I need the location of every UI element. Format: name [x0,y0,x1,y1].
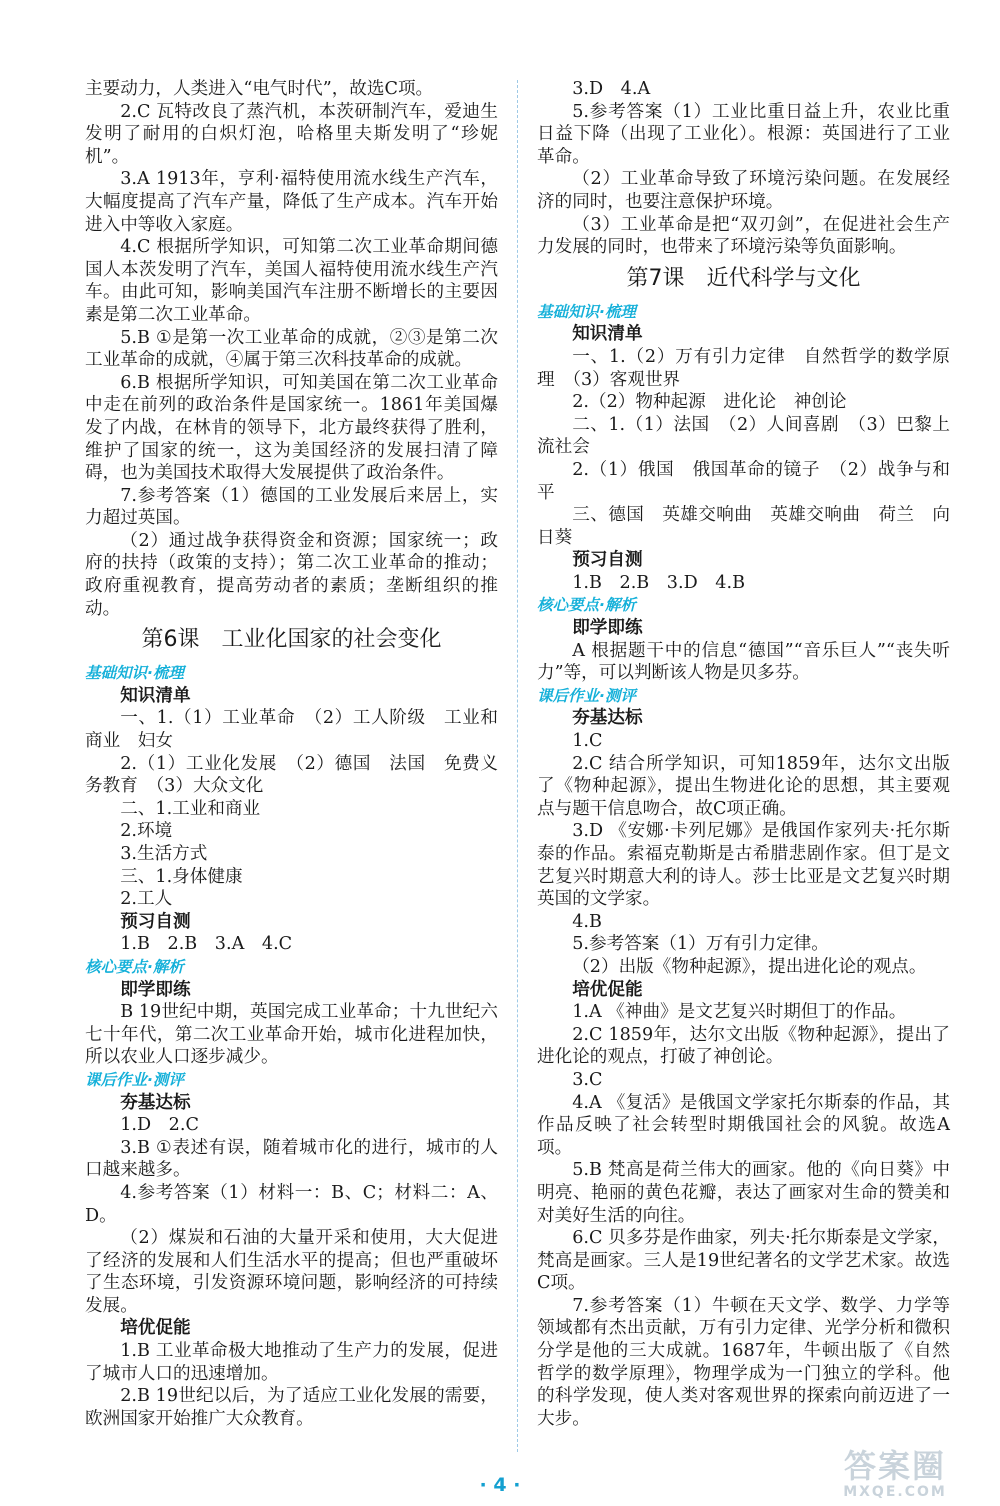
answer-paragraph: 2.C 1859年，达尔文出版《物种起源》，提出了进化论的观点，打破了神创论。 [537,1024,950,1068]
answer-paragraph: 3.生活方式 [120,844,208,864]
answer-paragraph: 1.C [572,731,603,752]
subsection-heading: 培优促能 [120,1317,191,1339]
answer-paragraph: 2.（1）俄国 俄国革命的镜子 （2）战争与和平 [537,459,950,503]
answer-paragraph: 1.D 2.C [120,1115,199,1136]
answer-paragraph: 主要动力，人类进入“电气时代”，故选C项。 [85,79,434,99]
answer-paragraph: 7.参考答案（1）德国的工业发展后来居上，实力超过英国。 [85,485,498,529]
right-column [537,78,950,1430]
answer-paragraph: （2）通过战争获得资金和资源；国家统一；政府的扶持（政策的支持）；第二次工业革命的推动；政府重视教育，提高劳动者的素质；垄断组织的推动。 [85,530,498,619]
answer-paragraph: 三、1.身体健康 [120,866,243,887]
answer-paragraph: 5.参考答案（1）工业比重日益上升，农业比重日益下降（出现了工业化）。根源：英国进行了工业革命。 [537,101,950,167]
answer-paragraph: （3）工业革命是把“双刃剑”，在促进社会生产力发展的同时，也带来了环境污染等负面影响。 [537,214,950,258]
answer-paragraph: 3.D 4.A [572,79,651,99]
subsection-heading: 即学即练 [120,978,191,1000]
section-heading: 课后作业·测评 [537,686,636,705]
column-divider [517,80,518,1452]
watermark-title: 答案圈 [843,1447,946,1485]
answer-paragraph: 4.C 根据所学知识，可知第二次工业革命期间德国人本茨发明了汽车，美国人福特使用流水线生产汽车。由此可知，影响美国汽车注册不断增长的主要因素是第二次工业革命。 [85,237,498,325]
answer-paragraph: （2）出版《物种起源》，提出进化论的观点。 [572,956,927,977]
answer-paragraph: 1.B 2.B 3.D 4.B [572,572,746,593]
answer-paragraph: 2.B 19世纪以后，为了适应工业化发展的需要，欧洲国家开始推广大众教育。 [85,1386,498,1429]
answer-paragraph: 5.B ①是第一次工业革命的成就，②③是第二次工业革命的成就，④属于第三次科技革命的成就。 [85,327,498,371]
answer-paragraph: 6.C 贝多芬是作曲家，列夫·托尔斯泰是文学家，梵高是画家。三人是19世纪著名的文学艺术家。故选C项。 [537,1228,950,1294]
answer-paragraph: 3.B ①表述有误，随着城市化的进行，城市的人口越来越多。 [85,1137,498,1181]
answer-paragraph: 3.D 《安娜·卡列尼娜》是俄国作家列夫·托尔斯泰的作品。索福克勒斯是古希腊悲剧作家。但丁是文艺复兴时期意大利的诗人。莎士比亚是文艺复兴时期英国的文学家。 [537,821,950,910]
answer-paragraph: 一、1.（1）工业革命 （2）工人阶级 工业和商业 妇女 [85,708,498,752]
answer-paragraph: 1.A 《神曲》是文艺复兴时期但丁的作品。 [572,1002,907,1023]
section-heading: 课后作业·测评 [85,1070,184,1089]
subsection-heading: 夯基达标 [572,707,643,729]
lesson-title: 第6课 工业化国家的社会变化 [141,627,442,653]
answer-paragraph: 二、1.工业和商业 [120,798,261,819]
lesson-title: 第7课 近代科学与文化 [626,265,861,291]
answer-paragraph: 2.C 瓦特改良了蒸汽机，本茨研制汽车，爱迪生发明了耐用的白炽灯泡，哈格里夫斯发明了“珍妮机”。 [85,101,498,167]
section-heading: 基础知识·梳理 [537,302,636,321]
answer-paragraph: 2.C 结合所学知识，可知1859年，达尔文出版了《物种起源》，提出生物进化论的思想，其主要观点与题干信息吻合，故C项正确。 [537,753,950,819]
watermark-logo [810,1448,980,1500]
left-column [85,78,498,1430]
answer-paragraph: 1.B 2.B 3.A 4.C [120,934,293,955]
answer-paragraph: （2）工业革命导致了环境污染问题。在发展经济的同时，也要注意保护环境。 [537,169,950,212]
subsection-heading: 预习自测 [120,910,191,932]
answer-paragraph: 2.工人 [120,889,173,910]
section-heading: 核心要点·解析 [85,957,184,976]
answer-paragraph: 4.参考答案（1）材料一：B、C；材料二：A、D。 [85,1182,498,1226]
section-heading: 核心要点·解析 [537,596,636,615]
answer-paragraph: 4.B [572,911,602,932]
answer-paragraph: 4.A 《复活》是俄国文学家托尔斯泰的作品，其作品反映了社会转型时期俄国社会的风貌。故选A项。 [537,1092,950,1158]
answer-paragraph: 3.A 1913年，亨利·福特使用流水线生产汽车，大幅度提高了汽车产量，降低了生产成本。汽车开始进入中等收入家庭。 [85,169,498,235]
answer-paragraph: A 根据题干中的信息“德国”“音乐巨人”“丧失听力”等，可以判断该人物是贝多芬。 [537,640,950,684]
answer-paragraph: 三、德国 英雄交响曲 英雄交响曲 荷兰 向日葵 [537,505,950,548]
watermark-url: MXQE.COM [843,1484,947,1500]
subsection-heading: 知识清单 [120,684,191,706]
subsection-heading: 培优促能 [572,978,643,1000]
subsection-heading: 夯基达标 [120,1091,191,1113]
answer-paragraph: 7.参考答案（1）牛顿在天文学、数学、力学等领域都有杰出贡献，万有引力定律、光学分析和微积分学是他的三大成就。1687年，牛顿出版了《自然哲学的数学原理》，物理学成为一门独立的学科。他的科学发现，使人类对客观世界的探索向前迈进了一大步。 [537,1295,950,1429]
answer-paragraph: 2.（1）工业化发展 （2）德国 法国 免费义务教育 （3）大众文化 [85,753,498,797]
answer-paragraph: 2.（2）物种起源 进化论 神创论 [572,392,847,413]
answer-paragraph: 1.B 工业革命极大地推动了生产力的发展，促进了城市人口的迅速增加。 [85,1341,498,1384]
answer-paragraph: 3.C [572,1069,603,1090]
page-number: · 4 · [479,1474,521,1496]
subsection-heading: 预习自测 [572,549,643,571]
answer-paragraph: B 19世纪中期，英国完成工业革命；十九世纪六七十年代，第二次工业革命开始，城市化进程加快，所以农业人口逐步减少。 [85,1002,498,1068]
subsection-heading: 知识清单 [572,323,643,345]
answer-paragraph: 5.参考答案（1）万有引力定律。 [572,934,829,955]
answer-paragraph: 6.B 根据所学知识，可知美国在第二次工业革命中走在前列的政治条件是国家统一。1861年美国爆发了内战，在林肯的领导下，北方最终获得了胜利，维护了国家的统一，这为美国经济的发展扫清了障碍，也为美国技术取得大发展提供了政治条件。 [85,372,498,484]
answer-paragraph: 5.B 梵高是荷兰伟大的画家。他的《向日葵》中明亮、艳丽的黄色花瓣，表达了画家对生命的赞美和对美好生活的向往。 [537,1160,950,1226]
section-heading: 基础知识·梳理 [85,664,184,683]
answer-paragraph: 2.环境 [120,821,173,842]
answer-paragraph: 二、1.（1）法国 （2）人间喜剧 （3）巴黎上流社会 [537,414,950,458]
answer-paragraph: （2）煤炭和石油的大量开采和使用，大大促进了经济的发展和人们生活水平的提高；但也严重破坏了生态环境，引发资源环境问题，影响经济的可持续发展。 [85,1228,498,1316]
answer-paragraph: 一、1.（2）万有引力定律 自然哲学的数学原理 （3）客观世界 [537,346,950,390]
subsection-heading: 即学即练 [572,617,643,639]
